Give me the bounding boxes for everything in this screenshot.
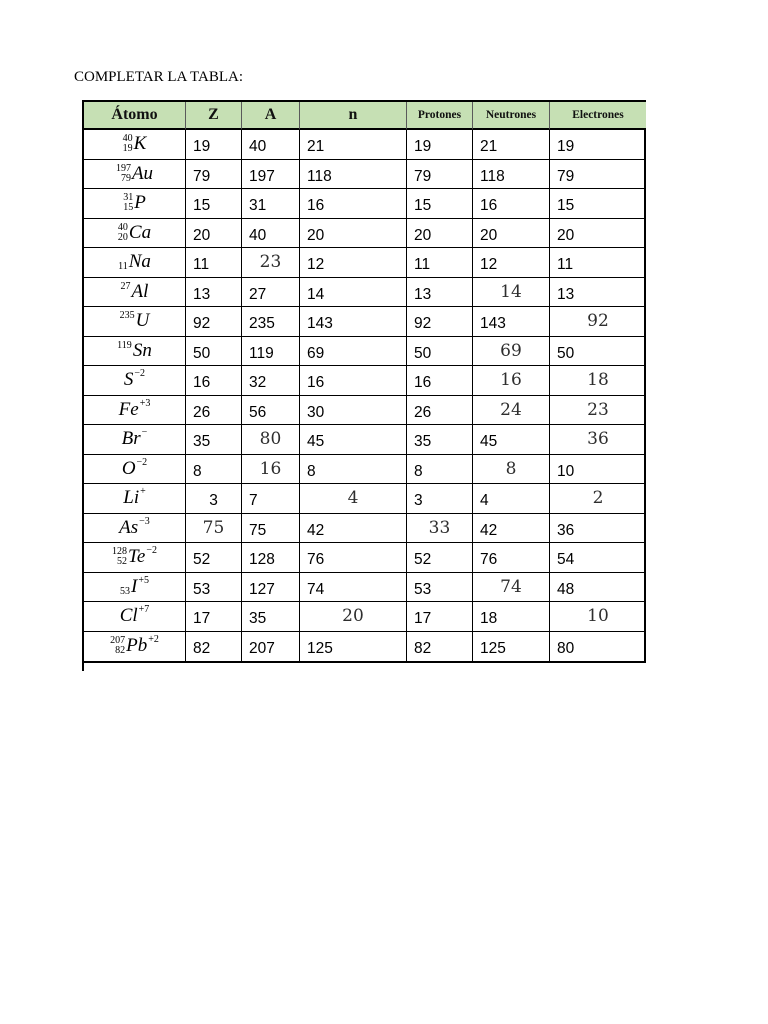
neutrons-value: 74 <box>473 573 550 603</box>
neutrons-value: 12 <box>473 248 550 278</box>
isotope-notation <box>117 339 152 363</box>
a-value: 119 <box>242 337 300 367</box>
n-value: 42 <box>300 514 407 544</box>
n-value: 74 <box>300 573 407 603</box>
z-value: 8 <box>186 455 242 485</box>
z-value: 16 <box>186 366 242 396</box>
atom-cell <box>84 307 186 337</box>
neutrons-value: 76 <box>473 543 550 573</box>
atomic-number: 82 <box>115 645 126 657</box>
element-symbol: Li <box>123 487 140 509</box>
z-value: 13 <box>186 278 242 308</box>
electrons-value: 36 <box>550 425 646 455</box>
atom-cell <box>84 130 186 160</box>
nuclide-indices <box>120 577 130 597</box>
ion-charge: + <box>140 486 146 498</box>
mass-number: 197 <box>115 162 131 174</box>
protons-value: 20 <box>407 219 473 249</box>
ion-charge: +3 <box>139 397 151 409</box>
n-value: 143 <box>300 307 407 337</box>
a-value: 35 <box>242 602 300 632</box>
protons-value: 92 <box>407 307 473 337</box>
element-symbol: Sn <box>132 339 152 361</box>
mass-number: 128 <box>112 546 128 558</box>
ion-charge: +7 <box>138 604 150 616</box>
electrons-value: 11 <box>550 248 646 278</box>
electrons-value: 50 <box>550 337 646 367</box>
electrons-value: 2 <box>550 484 646 514</box>
atom-cell <box>84 543 186 573</box>
protons-value: 11 <box>407 248 473 278</box>
header-atom: Átomo <box>84 102 186 130</box>
nuclide-indices <box>116 164 131 184</box>
neutrons-value: 69 <box>473 337 550 367</box>
n-value: 20 <box>300 219 407 249</box>
atom-cell <box>84 219 186 249</box>
electrons-value: 13 <box>550 278 646 308</box>
mass-number: 235 <box>119 310 135 322</box>
header-protons: Protones <box>407 102 473 130</box>
protons-value: 19 <box>407 130 473 160</box>
isotope-notation <box>123 191 146 215</box>
atom-cell <box>84 514 186 544</box>
a-value: 207 <box>242 632 300 662</box>
element-symbol: Br <box>121 428 141 450</box>
ion-charge: +2 <box>148 634 159 646</box>
neutrons-value: 18 <box>473 602 550 632</box>
atom-cell <box>84 160 186 190</box>
atom-cell <box>84 573 186 603</box>
isotope-notation <box>118 221 151 245</box>
element-symbol: Cl <box>119 605 138 627</box>
electrons-value: 23 <box>550 396 646 426</box>
atom-cell <box>84 396 186 426</box>
element-symbol: Fe <box>118 398 139 420</box>
a-value: 40 <box>242 219 300 249</box>
atomic-number: 52 <box>117 556 128 568</box>
element-symbol: Al <box>131 280 149 302</box>
z-value: 79 <box>186 160 242 190</box>
header-electrons: Electrones <box>550 102 646 130</box>
header-n: n <box>300 102 407 130</box>
atomic-number: 53 <box>120 585 131 597</box>
protons-value: 26 <box>407 396 473 426</box>
a-value: 32 <box>242 366 300 396</box>
element-symbol: U <box>135 310 150 332</box>
neutrons-value: 20 <box>473 219 550 249</box>
n-value: 20 <box>300 602 407 632</box>
atom-cell <box>84 366 186 396</box>
nuclide-indices <box>117 341 132 361</box>
atomic-number: 79 <box>120 172 131 184</box>
atomic-number: 11 <box>118 261 128 273</box>
n-value: 8 <box>300 455 407 485</box>
element-symbol: K <box>133 133 147 155</box>
isotope-notation <box>120 309 150 333</box>
nuclide-indices <box>112 547 127 567</box>
isotope-notation <box>122 457 147 481</box>
atom-cell <box>84 602 186 632</box>
protons-value: 8 <box>407 455 473 485</box>
a-value: 128 <box>242 543 300 573</box>
ion-charge: −3 <box>139 515 150 527</box>
protons-value: 13 <box>407 278 473 308</box>
z-value: 11 <box>186 248 242 278</box>
atomic-number: 19 <box>122 143 133 155</box>
isotope-notation <box>120 604 150 628</box>
nuclide-indices <box>118 252 128 272</box>
isotope-notation <box>110 634 159 658</box>
isotope-notation <box>123 132 147 156</box>
atomic-number: 20 <box>117 231 128 243</box>
z-value: 52 <box>186 543 242 573</box>
neutrons-value: 143 <box>473 307 550 337</box>
electrons-value: 80 <box>557 640 575 658</box>
a-value: 40 <box>242 130 300 160</box>
electrons-value: 10 <box>550 602 646 632</box>
atom-cell <box>84 248 186 278</box>
element-symbol: Au <box>131 162 154 184</box>
z-value: 82 <box>186 632 242 662</box>
z-value: 75 <box>186 514 242 544</box>
atoms-table <box>82 100 646 663</box>
n-value: 21 <box>300 130 407 160</box>
isotope-notation <box>121 280 149 304</box>
atom-cell <box>84 337 186 367</box>
n-value: 30 <box>300 396 407 426</box>
element-symbol: Na <box>128 251 151 273</box>
nuclide-indices <box>121 282 131 302</box>
header-a: A <box>242 102 300 130</box>
neutrons-value: 16 <box>473 189 550 219</box>
protons-value: 15 <box>407 189 473 219</box>
electrons-value: 48 <box>550 573 646 603</box>
element-symbol: O <box>121 457 136 479</box>
a-value: 197 <box>242 160 300 190</box>
ion-charge: −2 <box>146 545 157 557</box>
n-value: 14 <box>300 278 407 308</box>
a-value: 7 <box>242 484 300 514</box>
protons-value: 50 <box>407 337 473 367</box>
isotope-notation <box>119 516 150 540</box>
protons-value: 17 <box>407 602 473 632</box>
nuclide-indices <box>120 311 135 331</box>
n-value: 76 <box>300 543 407 573</box>
nuclide-indices <box>110 636 125 656</box>
element-symbol: Ca <box>128 221 152 243</box>
z-value: 19 <box>186 130 242 160</box>
z-value: 17 <box>186 602 242 632</box>
a-value: 80 <box>242 425 300 455</box>
n-value: 69 <box>300 337 407 367</box>
element-symbol: Pb <box>126 635 148 657</box>
ion-charge: +5 <box>138 574 149 586</box>
isotope-notation <box>123 486 146 510</box>
n-value: 16 <box>300 189 407 219</box>
electrons-value: 15 <box>550 189 646 219</box>
n-value: 12 <box>300 248 407 278</box>
electrons-value: 79 <box>550 160 646 190</box>
isotope-notation <box>119 398 151 422</box>
protons-value: 3 <box>407 484 473 514</box>
protons-value: 35 <box>407 425 473 455</box>
isotope-notation <box>112 545 157 569</box>
a-value: 127 <box>242 573 300 603</box>
n-value: 125 <box>300 632 407 662</box>
neutrons-value: 118 <box>473 160 550 190</box>
electrons-value: 92 <box>550 307 646 337</box>
a-value: 31 <box>242 189 300 219</box>
electrons-value: 10 <box>550 455 646 485</box>
z-value: 35 <box>186 425 242 455</box>
z-value: 26 <box>186 396 242 426</box>
n-value: 4 <box>300 484 407 514</box>
neutrons-value: 16 <box>473 366 550 396</box>
electrons-value: 36 <box>550 514 646 544</box>
element-symbol: P <box>134 192 146 214</box>
isotope-notation <box>124 368 145 392</box>
neutrons-value: 42 <box>473 514 550 544</box>
element-symbol: S <box>123 369 134 391</box>
table-border-tail <box>82 663 84 671</box>
a-value: 75 <box>242 514 300 544</box>
n-value: 118 <box>300 160 407 190</box>
protons-value: 33 <box>407 514 473 544</box>
ion-charge: −2 <box>136 456 148 468</box>
z-value: 3 <box>186 484 242 514</box>
ion-charge: − <box>141 427 148 439</box>
neutrons-value: 8 <box>473 455 550 485</box>
z-value: 20 <box>186 219 242 249</box>
atom-cell <box>84 278 186 308</box>
protons-value: 16 <box>407 366 473 396</box>
isotope-notation <box>116 162 153 186</box>
mass-number: 31 <box>123 192 134 204</box>
mass-number: 27 <box>120 280 131 292</box>
isotope-notation <box>120 575 149 599</box>
atom-cell <box>84 484 186 514</box>
mass-number: 207 <box>110 635 126 647</box>
neutrons-value: 4 <box>473 484 550 514</box>
electrons-value: 19 <box>550 130 646 160</box>
element-symbol: I <box>131 575 138 597</box>
a-value: 23 <box>242 248 300 278</box>
element-symbol: As <box>119 516 139 538</box>
n-value: 16 <box>300 366 407 396</box>
atom-cell <box>84 632 186 662</box>
isotope-notation <box>118 250 151 274</box>
z-value: 15 <box>186 189 242 219</box>
n-value: 45 <box>300 425 407 455</box>
header-neutrons: Neutrones <box>473 102 550 130</box>
neutrons-value: 14 <box>473 278 550 308</box>
electrons-value: 20 <box>550 219 646 249</box>
z-value: 53 <box>186 573 242 603</box>
header-z: Z <box>186 102 242 130</box>
a-value: 27 <box>242 278 300 308</box>
z-value: 50 <box>186 337 242 367</box>
z-value: 92 <box>186 307 242 337</box>
a-value: 235 <box>242 307 300 337</box>
isotope-notation <box>122 427 148 451</box>
ion-charge: −2 <box>134 368 146 380</box>
atom-cell <box>84 189 186 219</box>
protons-value: 52 <box>407 543 473 573</box>
neutrons-value: 21 <box>473 130 550 160</box>
nuclide-indices <box>123 134 133 154</box>
element-symbol: Te <box>128 546 146 568</box>
nuclide-indices <box>118 223 128 243</box>
atomic-number: 15 <box>123 202 134 214</box>
a-value: 56 <box>242 396 300 426</box>
page-title: COMPLETAR LA TABLA: <box>74 69 243 85</box>
mass-number: 40 <box>122 133 133 145</box>
electrons-value: 54 <box>550 543 646 573</box>
protons-value: 79 <box>407 160 473 190</box>
atom-cell <box>84 425 186 455</box>
protons-value: 53 <box>407 573 473 603</box>
neutrons-value: 45 <box>473 425 550 455</box>
mass-number: 40 <box>117 221 128 233</box>
neutrons-value: 24 <box>473 396 550 426</box>
electrons-value: 18 <box>550 366 646 396</box>
neutrons-value: 125 <box>473 632 550 662</box>
a-value: 16 <box>242 455 300 485</box>
mass-number: 119 <box>117 339 132 351</box>
nuclide-indices <box>123 193 133 213</box>
atom-cell <box>84 455 186 485</box>
protons-value: 82 <box>407 632 473 662</box>
